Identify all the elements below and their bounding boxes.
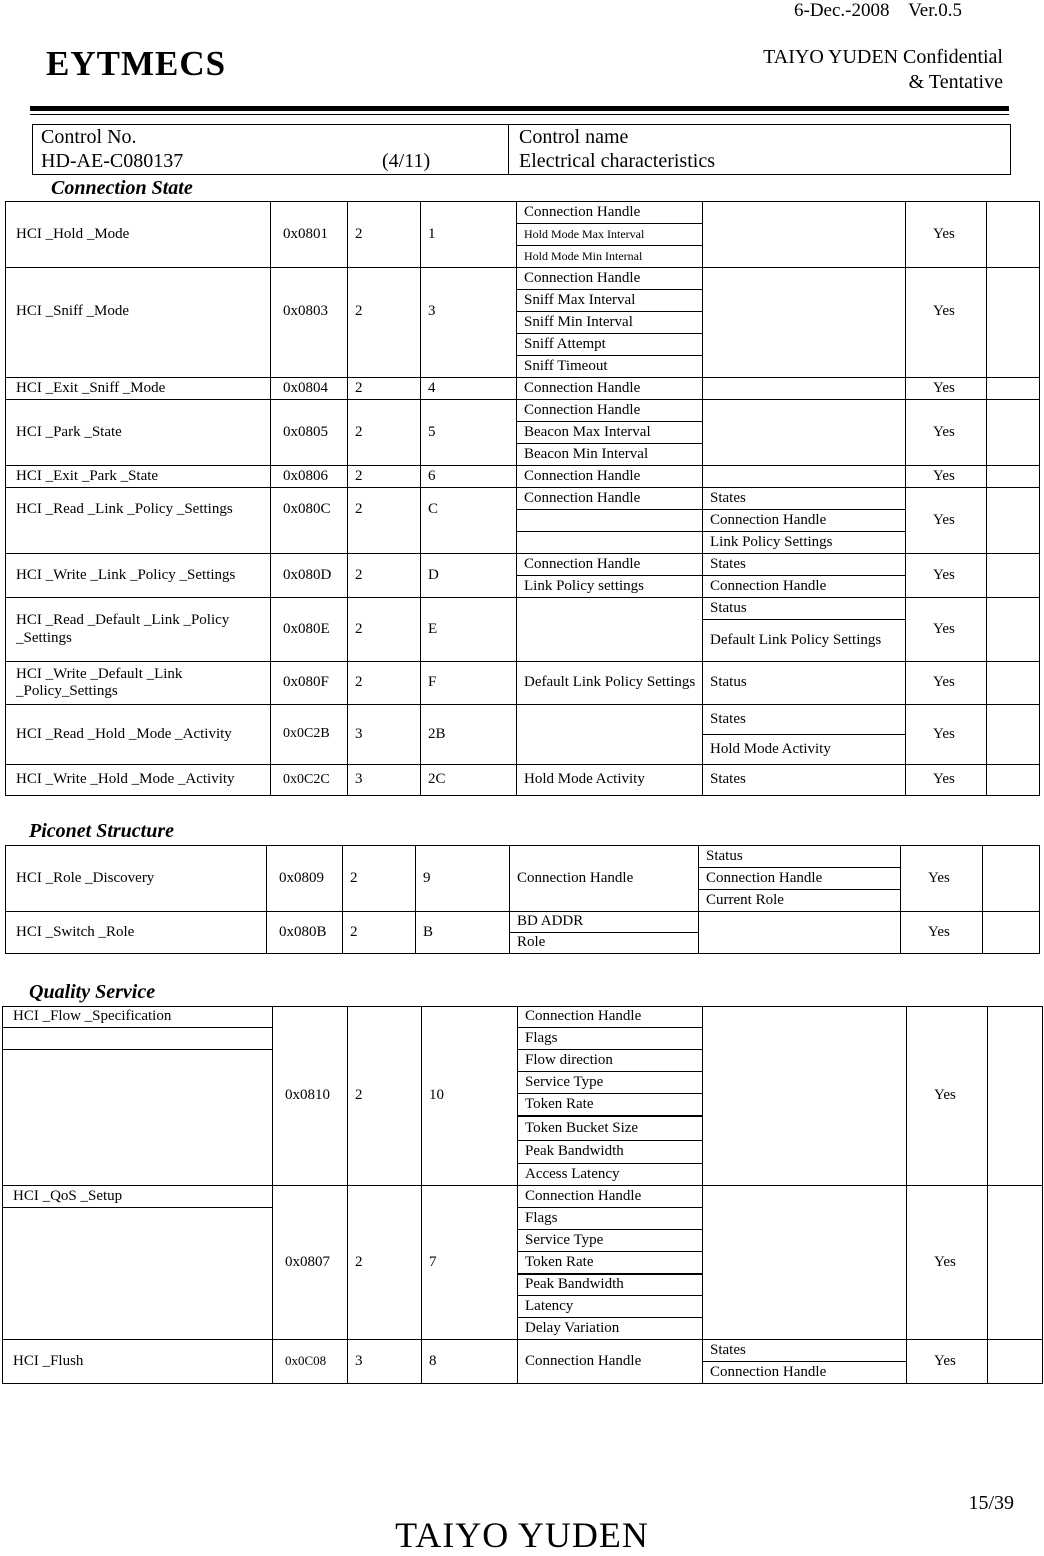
command-name: HCI _Read _Hold _Mode _Activity: [6, 705, 271, 765]
note-cell: [987, 554, 1040, 598]
opcode: 0x0C2B: [271, 705, 348, 765]
opcode: 0x0805: [271, 400, 348, 466]
table-row: [6, 202, 1040, 224]
empty-cell: [421, 356, 517, 378]
support-cell: Yes: [901, 912, 983, 954]
return-cell: [703, 466, 906, 488]
support-cell: Yes: [906, 400, 987, 466]
ocf: 10: [422, 1007, 518, 1186]
control-box: [32, 124, 1011, 175]
opcode: 0x0801: [271, 202, 348, 268]
support-cell: Yes: [906, 378, 987, 400]
return-cell: Default Link Policy Settings: [703, 620, 906, 662]
table-row: [3, 1340, 1043, 1362]
param-cell: [517, 598, 703, 662]
table-row: [6, 554, 1040, 576]
note-cell: [987, 662, 1040, 705]
support-cell: Yes: [906, 598, 987, 662]
note-cell: [987, 268, 1040, 356]
param-cell: Beacon Min Interval: [517, 444, 703, 466]
opcode: 0x0807: [273, 1186, 348, 1340]
return-cell: Connection Handle: [703, 1362, 907, 1384]
control-page-ref: (4/11): [382, 150, 431, 172]
control-no-value: HD-AE-C080137: [41, 150, 184, 172]
param-cell: Connection Handle: [517, 554, 703, 576]
note-cell: [988, 1340, 1043, 1384]
table-row: [6, 268, 1040, 290]
confidential-line-2: & Tentative: [908, 71, 1003, 93]
param-cell: Token Rate: [518, 1094, 703, 1116]
param-cell: Connection Handle: [518, 1340, 703, 1384]
param-cell: Connection Handle: [517, 466, 703, 488]
return-cell: [703, 268, 906, 378]
param-cell: [517, 532, 703, 554]
support-cell: Yes: [906, 554, 987, 598]
control-divider: [508, 125, 509, 174]
empty-cell: [348, 356, 421, 378]
support-cell: Yes: [907, 1340, 988, 1384]
section-title-connection-state: Connection State: [51, 177, 193, 199]
table-row: [6, 400, 1040, 422]
param-cell: Token Rate: [518, 1252, 703, 1274]
note-cell: [987, 378, 1040, 400]
return-cell: [703, 202, 906, 268]
ocf: 4: [421, 378, 517, 400]
table-row: [6, 378, 1040, 400]
empty-cell: [6, 356, 271, 378]
opcode: 0x080E: [271, 598, 348, 662]
note-cell: [987, 202, 1040, 268]
command-name: HCI _QoS _Setup: [3, 1186, 273, 1208]
return-cell: [703, 1186, 907, 1340]
param-cell: Service Type: [518, 1230, 703, 1252]
opcode: 0x0C08: [273, 1340, 348, 1384]
return-cell: [699, 912, 901, 954]
return-cell: [703, 378, 906, 400]
ocf: 9: [416, 846, 510, 912]
param-cell: Connection Handle: [517, 268, 703, 290]
param-cell: Service Type: [518, 1072, 703, 1094]
ocf: E: [421, 598, 517, 662]
command-name: HCI _Read _Link _Policy _Settings: [6, 488, 271, 532]
table-row: [6, 765, 1040, 796]
command-name: HCI _Hold _Mode: [6, 202, 271, 268]
param-cell: Latency: [518, 1296, 703, 1318]
control-name-label: Control name: [519, 126, 629, 148]
command-name: HCI _Write _Link _Policy _Settings: [6, 554, 271, 598]
return-cell: Connection Handle: [703, 576, 906, 598]
return-cell: Status: [703, 662, 906, 705]
return-cell: [703, 400, 906, 466]
param-cell: Flow direction: [518, 1050, 703, 1072]
param-cell: Connection Handle: [517, 378, 703, 400]
support-cell: Yes: [906, 466, 987, 488]
note-cell: [983, 846, 1040, 912]
command-name: HCI _Write _Default _Link _Policy_Settings: [6, 662, 271, 705]
return-cell: States: [703, 488, 906, 510]
empty-cell: [271, 532, 348, 554]
param-cell: Flags: [518, 1208, 703, 1230]
opcode: 0x0806: [271, 466, 348, 488]
opcode: 0x080D: [271, 554, 348, 598]
ocf: C: [421, 488, 517, 532]
return-cell: [703, 1007, 907, 1186]
ogf: 3: [348, 1340, 422, 1384]
opcode: 0x0804: [271, 378, 348, 400]
param-cell: Beacon Max Interval: [517, 422, 703, 444]
section-title-piconet-structure: Piconet Structure: [29, 820, 175, 842]
empty-cell: [348, 532, 421, 554]
ogf: 2: [348, 400, 421, 466]
note-cell: [987, 765, 1040, 796]
param-cell: [517, 705, 703, 765]
param-cell: Peak Bandwidth: [518, 1274, 703, 1296]
ogf: 2: [348, 598, 421, 662]
ogf: 2: [348, 268, 421, 356]
param-cell: Link Policy settings: [517, 576, 703, 598]
empty-cell: [987, 356, 1040, 378]
param-cell: Connection Handle: [517, 202, 703, 224]
return-cell: States: [703, 765, 906, 796]
support-cell: Yes: [906, 662, 987, 705]
ocf: 7: [422, 1186, 518, 1340]
return-cell: Connection Handle: [703, 510, 906, 532]
empty-cell: [3, 1050, 273, 1186]
date-version: 6-Dec.-2008 Ver.0.5: [794, 0, 962, 21]
brand-title: EYTMECS: [46, 44, 227, 83]
empty-cell: [906, 356, 987, 378]
ogf: 2: [343, 912, 416, 954]
note-cell: [988, 1007, 1043, 1186]
header-rule-thin: [30, 114, 1009, 115]
note-cell: [987, 400, 1040, 466]
section-title-quality-service: Quality Service: [29, 981, 156, 1003]
return-cell: Status: [703, 598, 906, 620]
ogf: 2: [348, 1186, 422, 1340]
support-cell: Yes: [906, 268, 987, 356]
ogf: 2: [348, 488, 421, 532]
ocf: B: [416, 912, 510, 954]
param-cell: [517, 510, 703, 532]
note-cell: [983, 912, 1040, 954]
param-cell: Role: [510, 933, 699, 954]
return-cell: States: [703, 705, 906, 735]
support-cell: Yes: [907, 1186, 988, 1340]
ogf: 2: [348, 554, 421, 598]
table-row: [3, 1007, 1043, 1028]
param-cell: Connection Handle: [517, 400, 703, 422]
opcode: 0x080F: [271, 662, 348, 705]
opcode: 0x0810: [273, 1007, 348, 1186]
param-cell: Hold Mode Min Internal: [517, 246, 703, 268]
support-cell: Yes: [906, 705, 987, 765]
return-cell: Status: [699, 846, 901, 868]
param-cell: Delay Variation: [518, 1318, 703, 1340]
table-row: [6, 662, 1040, 705]
ocf: 5: [421, 400, 517, 466]
param-cell: Sniff Min Interval: [517, 312, 703, 334]
param-cell: Connection Handle: [510, 846, 699, 912]
ogf: 3: [348, 705, 421, 765]
opcode: 0x080B: [267, 912, 343, 954]
ogf: 2: [348, 662, 421, 705]
ogf: 2: [348, 1007, 422, 1186]
ogf: 2: [348, 378, 421, 400]
return-cell: Current Role: [699, 890, 901, 912]
table-row: [6, 705, 1040, 735]
ogf: 2: [348, 202, 421, 268]
ocf: 6: [421, 466, 517, 488]
return-cell: Hold Mode Activity: [703, 735, 906, 765]
ogf: 2: [348, 466, 421, 488]
command-name: HCI _Write _Hold _Mode _Activity: [6, 765, 271, 796]
support-cell: Yes: [906, 202, 987, 268]
command-name: HCI _Role _Discovery: [6, 846, 267, 912]
ocf: 2B: [421, 705, 517, 765]
empty-cell: [271, 356, 348, 378]
control-name-value: Electrical characteristics: [519, 150, 715, 172]
empty-cell: [987, 532, 1040, 554]
ocf: 8: [422, 1340, 518, 1384]
command-name: HCI _Flush: [3, 1340, 273, 1384]
return-cell: States: [703, 554, 906, 576]
return-cell: States: [703, 1340, 907, 1362]
table-row: [3, 1186, 1043, 1208]
header-rule-thick: [30, 106, 1009, 111]
table-row: [6, 488, 1040, 510]
table-row: [6, 598, 1040, 620]
empty-cell: [6, 532, 271, 554]
param-cell: Hold Mode Activity: [517, 765, 703, 796]
opcode: 0x0C2C: [271, 765, 348, 796]
opcode: 0x0803: [271, 268, 348, 356]
page-number: 15/39: [968, 1492, 1014, 1514]
command-name: HCI _Flow _Specification: [3, 1007, 273, 1028]
opcode: 0x0809: [267, 846, 343, 912]
control-no-label: Control No.: [41, 126, 137, 148]
return-cell: Connection Handle: [699, 868, 901, 890]
param-cell: Hold Mode Max Interval: [517, 224, 703, 246]
param-cell: Connection Handle: [518, 1007, 703, 1028]
param-cell: Token Bucket Size: [518, 1116, 703, 1141]
table-row: [6, 912, 1040, 933]
param-cell: Connection Handle: [517, 488, 703, 510]
param-cell: Connection Handle: [518, 1186, 703, 1208]
ogf: 3: [348, 765, 421, 796]
confidential-line-1: TAIYO YUDEN Confidential: [763, 46, 1003, 68]
command-name: HCI _Exit _Park _State: [6, 466, 271, 488]
table-row: [6, 846, 1040, 868]
support-cell: Yes: [907, 1007, 988, 1186]
support-cell: Yes: [906, 488, 987, 554]
ocf: 1: [421, 202, 517, 268]
quality-service-table: [2, 1006, 1043, 1384]
param-cell: Flags: [518, 1028, 703, 1050]
command-name: HCI _Sniff _Mode: [6, 268, 271, 356]
param-cell: Sniff Max Interval: [517, 290, 703, 312]
return-cell: Link Policy Settings: [703, 532, 906, 554]
ocf: D: [421, 554, 517, 598]
command-name: HCI _Exit _Sniff _Mode: [6, 378, 271, 400]
param-cell: Access Latency: [518, 1164, 703, 1186]
piconet-structure-table: [5, 845, 1040, 954]
param-cell: Peak Bandwidth: [518, 1141, 703, 1164]
note-cell: [987, 705, 1040, 765]
opcode: 0x080C: [271, 488, 348, 532]
param-cell: Sniff Attempt: [517, 334, 703, 356]
footer-brand: TAIYO YUDEN: [395, 1515, 649, 1555]
command-name: HCI _Read _Default _Link _Policy _Settings: [6, 598, 271, 662]
note-cell: [987, 488, 1040, 532]
command-name: HCI _Park _State: [6, 400, 271, 466]
table-row: [6, 466, 1040, 488]
empty-cell: [3, 1208, 273, 1340]
table-row: [6, 532, 1040, 554]
param-cell: Default Link Policy Settings: [517, 662, 703, 705]
support-cell: Yes: [901, 846, 983, 912]
param-cell: Sniff Timeout: [517, 356, 703, 378]
empty-cell: [3, 1028, 273, 1050]
ocf: 3: [421, 268, 517, 356]
note-cell: [987, 598, 1040, 662]
param-cell: BD ADDR: [510, 912, 699, 933]
ocf: F: [421, 662, 517, 705]
command-name: HCI _Switch _Role: [6, 912, 267, 954]
empty-cell: [421, 532, 517, 554]
ocf: 2C: [421, 765, 517, 796]
note-cell: [987, 466, 1040, 488]
ogf: 2: [343, 846, 416, 912]
support-cell: Yes: [906, 765, 987, 796]
connection-state-table: [5, 201, 1040, 796]
note-cell: [988, 1186, 1043, 1340]
